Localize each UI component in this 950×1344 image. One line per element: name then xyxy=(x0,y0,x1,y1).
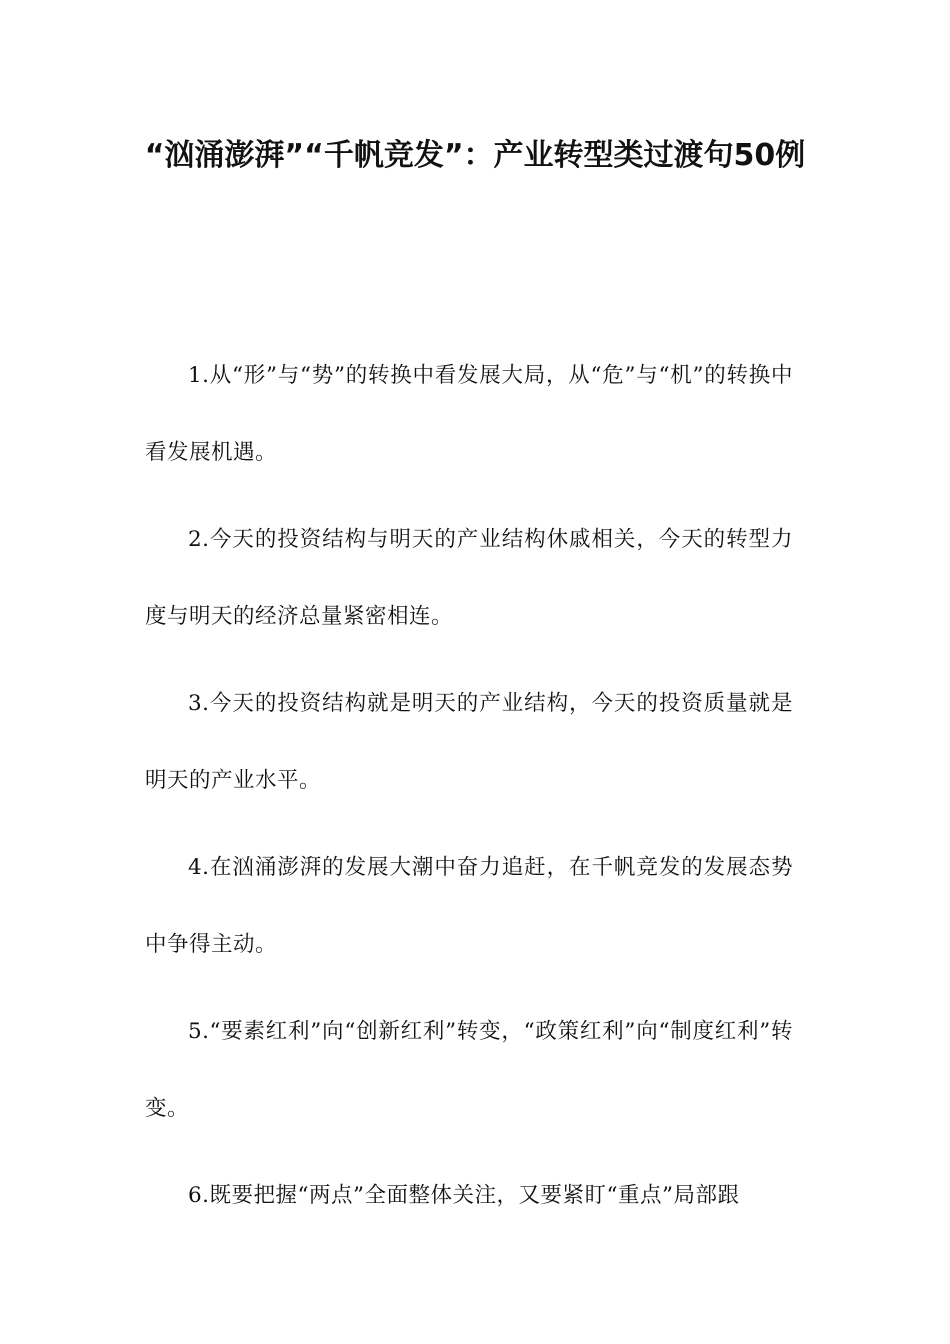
paragraph-2: 2.今天的投资结构与明天的产业结构休戚相关，今天的转型力度与明天的经济总量紧密相连。 xyxy=(145,527,793,629)
paragraph-4: 4.在汹涌澎湃的发展大潮中奋力追赶，在千帆竞发的发展态势中争得主动。 xyxy=(145,855,793,957)
paragraph-1: 1.从“形”与“势”的转换中看发展大局，从“危”与“机”的转换中看发展机遇。 xyxy=(145,363,793,465)
paragraph-3: 3.今天的投资结构就是明天的产业结构，今天的投资质量就是明天的产业水平。 xyxy=(145,691,793,793)
document-title: “汹涌澎湃”“千帆竞发”：产业转型类过渡句50例 xyxy=(144,138,806,173)
document-body xyxy=(145,337,793,1234)
paragraph-5: 5.“要素红利”向“创新红利”转变，“政策红利”向“制度红利”转变。 xyxy=(145,1019,793,1121)
paragraph-6: 6.既要把握“两点”全面整体关注，又要紧盯“重点”局部跟 xyxy=(188,1183,740,1208)
